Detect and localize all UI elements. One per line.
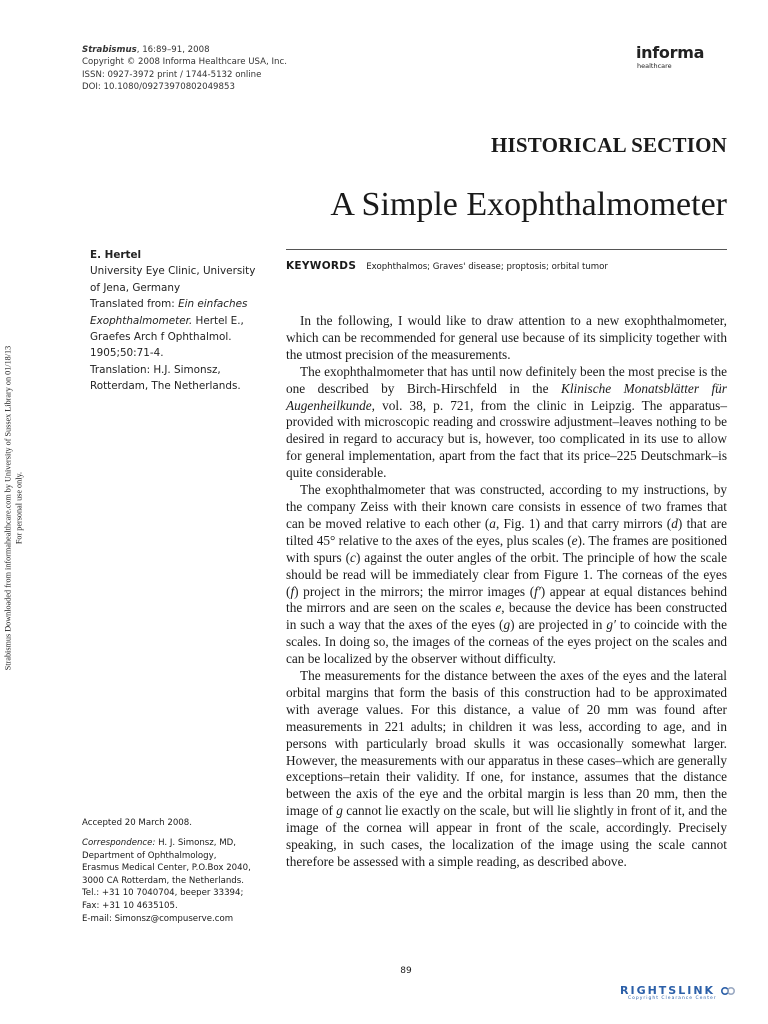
correspondence-tel: Tel.: +31 10 7040704, beeper 33394; xyxy=(82,888,244,899)
journal-info xyxy=(82,44,382,94)
rightslink-chain-icon xyxy=(721,986,735,996)
title-divider xyxy=(286,249,727,250)
correspondence-fax: Fax: +31 10 4635105. xyxy=(82,900,178,911)
download-note: Strabismus Downloaded from informahealthcare.com by University of Sussex Library on 01/18/13 xyxy=(3,345,13,671)
paragraph-4: The measurements for the distance between the axes of the eyes and the lateral orbital margins that form the basis of this construction had to be approximated with average values. For this distance, a value of 20 mm was found after measurements in 221 adults; in children it was less, according to age, and in persons with particularly broad skulls it was occasionally somewhat larger. However, the measurements with our apparatus in these cases–which are generally exceptions–retain their validity. If one, for instance, assumes that the distance between the axis of the eye and the orbital margin is less than 20 mm, then the image of g cannot lie exactly on the scale, but will lie slightly in front of it, and the image of the cornea will appear in front of the scale, accordingly. Precisely speaking, in such cases, the localization of the image using the scale cannot therefore be assessed with a simple reading, as described above. xyxy=(286,668,727,869)
journal-name: Strabismus xyxy=(82,45,137,55)
journal-doi: DOI: 10.1080/09273970802049853 xyxy=(82,82,235,93)
publisher-name: informa xyxy=(636,43,705,62)
download-watermark xyxy=(0,0,28,1024)
rightslink-logo xyxy=(620,984,760,1001)
correspondence-email: E-mail: Simonsz@compuserve.com xyxy=(82,913,234,924)
rightslink-sub: Copyright Clearance Center xyxy=(628,996,717,1001)
translation-prefix: Translated from: xyxy=(90,298,179,311)
rightslink-text: RIGHTSLINK xyxy=(620,984,716,997)
article-title: A Simple Exophthalmometer xyxy=(330,186,727,223)
keywords-label: KEYWORDS xyxy=(286,260,357,272)
journal-issn: ISSN: 0927-3972 print / 1744-5132 online xyxy=(82,69,262,80)
correspondence-city: 3000 CA Rotterdam, the Netherlands. xyxy=(82,875,244,886)
original-title: Ein einfaches Exophthalmometer. xyxy=(90,298,248,327)
page-number: 89 xyxy=(400,966,412,976)
correspondence-label: Correspondence: xyxy=(82,838,156,848)
publisher-sub: healthcare xyxy=(637,62,672,70)
paragraph-1: In the following, I would like to draw attention to a new exophthalmometer, which can be recommended for general use because of its simplicity together with the utmost precision of the measurements. xyxy=(286,313,727,362)
author-block xyxy=(90,247,260,395)
publisher-logo xyxy=(636,44,726,70)
translation-source xyxy=(90,296,260,362)
author-name: E. Hertel xyxy=(90,249,142,261)
journal-citation xyxy=(82,44,382,56)
accepted-date: Accepted 20 March 2008. xyxy=(82,818,192,828)
correspondence-dept: Department of Ophthalmology, xyxy=(82,850,217,861)
author-affiliation: University Eye Clinic, University of Jena, Germany xyxy=(90,265,256,294)
translator: Translation: H.J. Simonsz, Rotterdam, The Netherlands. xyxy=(90,363,241,393)
cited-journal: Klinische Monatsblätter für Augenheilkunde xyxy=(286,380,727,413)
keywords xyxy=(286,260,727,272)
journal-volume: , 16:89–91, 2008 xyxy=(136,45,210,55)
paragraph-2: The exophthalmometer that has until now definitely been the most precise is the one described by Birch-Hirschfeld in the Klinische Monatsblätter für Augenheilkunde, vol. 38, p. 721, from the clinic in Leipzig. The apparatus–provided with microscopic reading and crosswire adjustment–leaves nothing to be desired in regard to accuracy but is, however, too complicated in its use to allow for general implementation, apart from the fact that its price–225 Deutschmark–is quite considerable. xyxy=(286,363,727,481)
original-citation: Hertel E., Graefes Arch f Ophthalmol. 1905;50:71-4. xyxy=(90,314,244,360)
journal-copyright: Copyright © 2008 Informa Healthcare USA, Inc. xyxy=(82,57,287,68)
section-title: HISTORICAL SECTION xyxy=(490,133,727,157)
keywords-text: Exophthalmos; Graves' disease; proptosis; orbital tumor xyxy=(366,262,608,272)
correspondence-center: Erasmus Medical Center, P.O.Box 2040, xyxy=(82,863,251,874)
correspondence-name: H. J. Simonsz, MD, xyxy=(155,838,236,848)
personal-use-note: For personal use only. xyxy=(14,471,23,545)
paragraph-3: The exophthalmometer that was constructed, according to my instructions, by the company Zeiss with their known care consists in essence of two frames that can be moved relative to each other (a, Fig. 1) and that carry mirrors (d) that are tilted 45° relative to the axes of the eyes, plus scales (e). The frames are positioned with spurs (c) against the outer angles of the orbit. The principle of how the scale should be read will be immediately clear from Figure 1. The corneas of the eyes (f) project in the mirrors; the mirror images (f′) appear at equal distances behind the mirrors and are seen on the scales e, because the device has been constructed in such a way that the axes of the eyes (g) are projected in g′ to coincide with the scales. In doing so, the images of the corneas of the eyes project on the scales and can be localized by the observer without difficulty. xyxy=(286,482,728,667)
article-body xyxy=(286,313,727,871)
correspondence xyxy=(82,837,277,925)
